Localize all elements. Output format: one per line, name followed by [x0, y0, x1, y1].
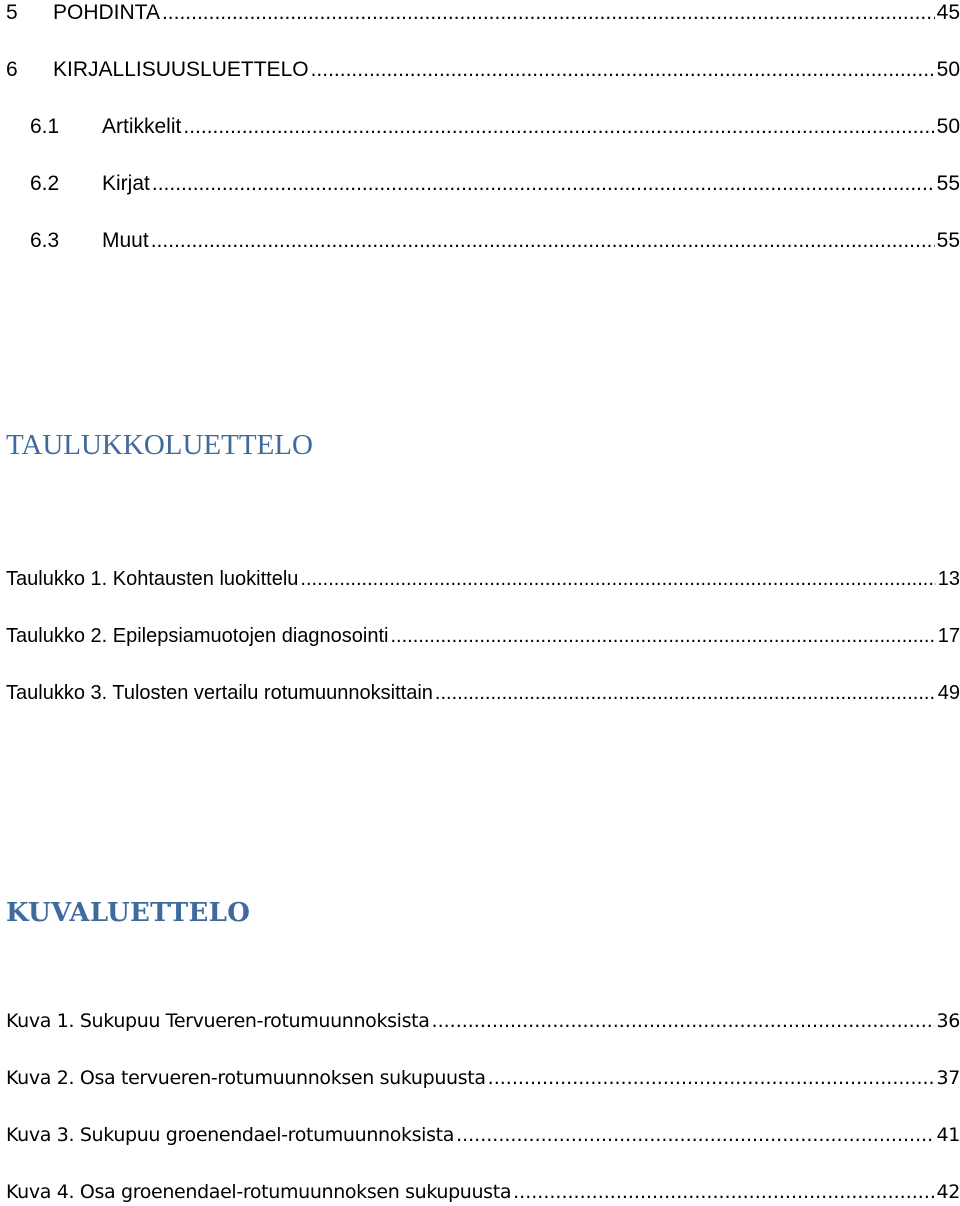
toc-entry-page: 55	[936, 229, 960, 252]
toc-entry-page: 50	[936, 115, 960, 138]
dot-leader	[513, 1179, 934, 1205]
figure-entry-label: Kuva 2. Osa tervueren-rotumuunnoksen sukupuusta	[6, 1067, 486, 1089]
table-entry-page: 49	[937, 682, 960, 704]
toc-entry-page: 45	[936, 1, 960, 24]
figure-entry-page: 37	[936, 1067, 960, 1089]
dot-leader	[390, 623, 935, 649]
table-entry-label: Taulukko 1. Kohtausten luokittelu	[6, 568, 299, 590]
figure-entry-page: 41	[936, 1124, 960, 1146]
toc-entry-number: 6.1	[30, 115, 60, 138]
toc-entry-number: 6.3	[30, 229, 60, 252]
figure-list-entry[interactable]	[6, 1122, 960, 1148]
dot-leader	[183, 114, 934, 140]
figure-entry-page: 42	[936, 1181, 960, 1203]
figure-list-entry[interactable]	[6, 1179, 960, 1205]
table-entry-label: Taulukko 2. Epilepsiamuotojen diagnosointi	[6, 625, 389, 647]
table-entry-page: 17	[937, 625, 960, 647]
toc-entry-label: Muut	[102, 229, 149, 252]
toc-entry-number: 5	[6, 1, 18, 24]
toc-entry-label: POHDINTA	[53, 1, 160, 24]
toc-entry[interactable]	[30, 171, 960, 197]
table-entry-page: 13	[937, 568, 960, 590]
toc-entry-number: 6.2	[30, 172, 60, 195]
table-entry-label: Taulukko 3. Tulosten vertailu rotumuunnoksittain	[6, 682, 433, 704]
toc-entry-label: KIRJALLISUUSLUETTELO	[53, 58, 309, 81]
dot-leader	[300, 566, 935, 592]
toc-entry-label: Artikkelit	[102, 115, 182, 138]
toc-entry-page: 55	[936, 172, 960, 195]
table-list-entry[interactable]	[6, 680, 960, 706]
toc-entry[interactable]	[6, 0, 960, 26]
toc-entry[interactable]	[30, 228, 960, 254]
dot-leader	[435, 680, 936, 706]
dot-leader	[152, 171, 935, 197]
toc-entry[interactable]	[30, 114, 960, 140]
dot-leader	[456, 1122, 934, 1148]
toc-entry-page: 50	[936, 58, 960, 81]
figure-entry-page: 36	[936, 1010, 960, 1032]
dot-leader	[151, 228, 935, 254]
figure-entry-label: Kuva 3. Sukupuu groenendael-rotumuunnoksista	[6, 1124, 455, 1146]
toc-entry[interactable]	[6, 57, 960, 83]
figure-list-entry[interactable]	[6, 1008, 960, 1034]
dot-leader	[488, 1065, 935, 1091]
table-list-entry[interactable]	[6, 566, 960, 592]
figure-entry-label: Kuva 4. Osa groenendael-rotumuunnoksen sukupuusta	[6, 1181, 512, 1203]
table-list-entry[interactable]	[6, 623, 960, 649]
dot-leader	[162, 0, 935, 26]
figure-entry-label: Kuva 1. Sukupuu Tervueren-rotumuunnoksista	[6, 1010, 430, 1032]
figures-list-heading: KUVALUETTELO	[6, 898, 251, 928]
figure-list-entry[interactable]	[6, 1065, 960, 1091]
tables-list-heading: TAULUKKOLUETTELO	[6, 429, 313, 461]
dot-leader	[432, 1008, 935, 1034]
dot-leader	[311, 57, 935, 83]
toc-entry-number: 6	[6, 58, 18, 81]
toc-entry-label: Kirjat	[102, 172, 150, 195]
